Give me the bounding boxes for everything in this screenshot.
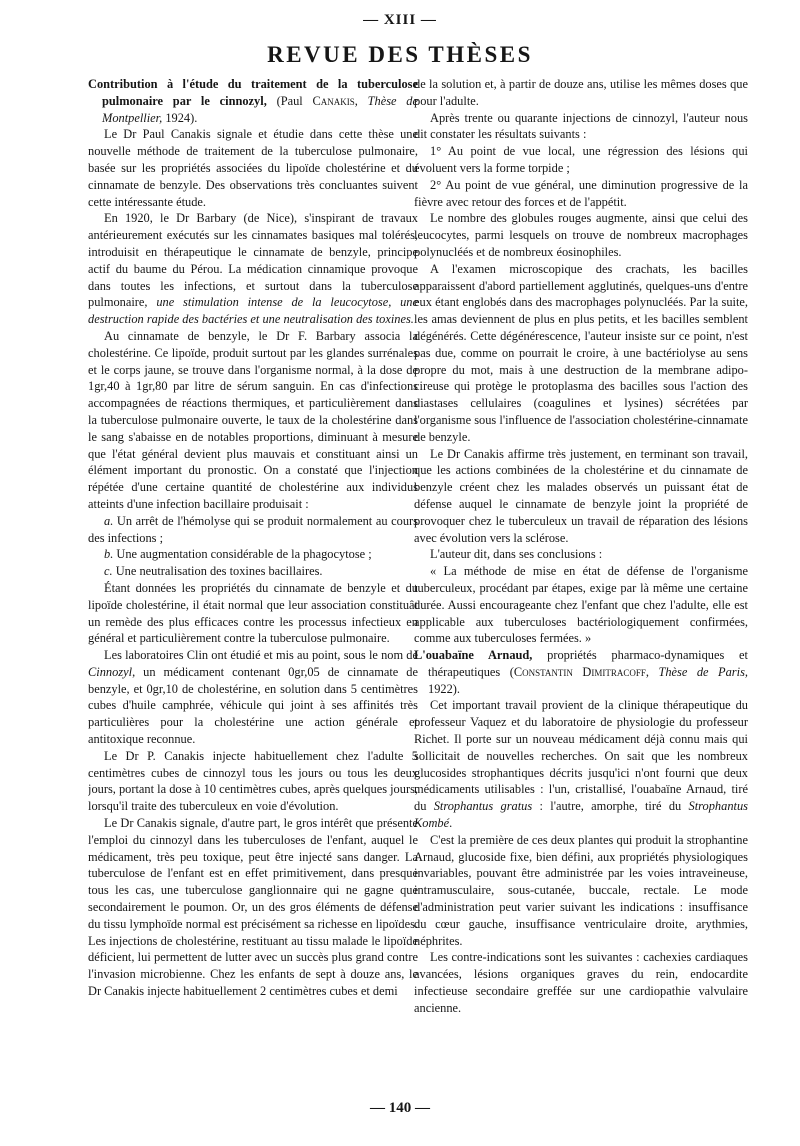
paragraph: Après trente ou quarante injections de cinnozyl, l'auteur nous dit constater les résultats suivants : (414, 110, 748, 142)
list-item (88, 546, 418, 563)
list-text: Un arrêt de l'hémolyse qui se produit normalement au cours des infections ; (88, 513, 418, 545)
paragraph: Le Dr Canakis signale, d'autre part, le gros intérêt que présente l'emploi du cinnozyl dans les tuberculoses de l'enfant, auquel le médicament, très peu toxique, peut être injecté sans danger. La tuberculose de l'enfant est en effet primitivement, dans presque tous les cas, une tuberculose ganglionnaire qui ne gagne que secondairement le poumon. Or, un des gros éléments de défense du tissu lymphoïde normal est précisément sa richesse en lipoïdes. Les injections de cholestérine, restituant au tissu malade le lipoïde déficient, lui permettent de lutter avec un succès plus grand contre l'invasion microbienne. Chez les enfants de sept à douze ans, le Dr Canakis injecte habituellement 2 centimètres cubes et demi (88, 816, 418, 999)
entry-author: Constantin Dimitracoff (513, 664, 646, 679)
entry-year: 1922). (428, 681, 461, 696)
list-text: Une neutralisation des toxines bacillaires. (112, 564, 323, 579)
entry-year: 1924). (162, 110, 198, 125)
paragraph-text: : l'autre, amorphe, tiré du (532, 799, 689, 814)
paragraph: Le nombre des globules rouges augmente, ainsi que celui des leucocytes, parmi lesquels on trouve de nombreux macrophages polynucléés et de nombreux éosinophiles. (414, 211, 748, 259)
paragraph: A l'examen microscopique des crachats, les bacilles apparaissent d'abord partiellement agglutinés, quelques-uns d'entre eux étant englobés dans des macrophages polynucléés. Par la suite, les amas deviennent de plus en plus petits, et les bacilles semblent dégénérés. Cette dégénérescence, l'auteur insiste sur ce point, n'est pas due, comme on pourrait le croire, à une bactériolyse au sens propre du mot, mais à une destruction de la membrane adipo-cireuse qui protège le protoplasma des bacilles sous l'action des diastases cellulaires (coagulines et lysines) sécrétées par l'organisme sous l'influence de l'association cholestérine-cinnamate de benzyle. (414, 261, 748, 444)
right-column (414, 76, 748, 1096)
list-label: a. (104, 513, 114, 528)
paragraph: Au cinnamate de benzyle, le Dr F. Barbary associa la cholestérine. Ce lipoïde, produit surtout par les glandes surrénales et le corps jaune, se trouve dans l'organisme normal, à la dose de 1gr,40 à 1gr,80 par litre de sérum sanguin. En cas d'infections accompagnées de réactions thermiques, et particulièrement dans la tuberculose pulmonaire ouverte, le taux de la cholestérine dans le sang s'abaisse en de notables proportions, diminuant à mesure que l'état général devient plus mauvais et constituant ainsi un élément important du pronostic. On a constaté que l'injection répétée d'une certaine quantité de cholestérine aux individus atteints d'une infection bacillaire produisait : (88, 328, 418, 511)
paragraph: Le Dr P. Canakis injecte habituellement chez l'adulte 5 centimètres cubes de cinnozyl tous les jours ou tous les deux jours, portant la dose à 10 centimètres cubes, après quelques jours, lorsqu'il traite des tuberculeux en voie d'évolution. (88, 748, 418, 814)
paragraph (414, 697, 748, 831)
list-label: b. (104, 547, 114, 562)
entry-thesis: Thèse de Paris, (658, 664, 748, 679)
paragraph (88, 647, 418, 748)
entry-separator: , (354, 93, 368, 108)
paragraph: Les contre-indications sont les suivantes : cachexies cardiaques avancées, lésions organiques graves du rein, endocardite infectieuse secondaire greffée sur une cardiopathie valvulaire ancienne. (414, 950, 748, 1015)
entry-author-prefix: (Paul (276, 93, 313, 108)
paragraph-text: Les laboratoires Clin ont étudié et mis au point, sous le nom de (104, 648, 418, 663)
paragraph-text: Cet important travail provient de la clinique thérapeutique du professeur Vaquez et du laboratoire de physiologie du professeur Richet. Il porte sur un nouveau médicament déjà connu mais qui sollicitait de nouvelles recherches. On sait que les nombreux glucosides strophantiques décrits jusqu'ici n'ont fourni que deux médicaments utilisables : l'un, cristallisé, l'ouabaïne Arnaud, tiré du (414, 698, 748, 814)
page-number-roman: — XIII — (363, 12, 437, 28)
list-text: Une augmentation considérable de la phagocytose ; (113, 547, 372, 562)
paragraph-italic: une stimulation intense de la leucocytose, une destruction rapide des bactéries et une neutralisation des toxines. (88, 295, 418, 327)
thesis-entry-heading (414, 647, 748, 697)
paragraph-text: . (449, 816, 453, 831)
entry-thesis: Thèse de Montpellier, (102, 93, 418, 125)
paragraph-continuation: de la solution et, à partir de douze ans, utilise les mêmes doses que pour l'adulte. (414, 77, 748, 108)
entry-title: L'ouabaïne Arnaud, (414, 648, 533, 663)
list-item (88, 513, 418, 547)
paragraph-italic: Strophantus gratus (433, 799, 533, 814)
paragraph-text: En 1920, le Dr Barbary (de Nice), s'inspirant de travaux antérieurement exécutés sur les cinnamates basiques mal tolérés, introduisit en thérapeutique le cinnamate de benzyle, principe actif du baume du Pérou. La médication cinnamique provoque dans toutes les infections, et surtout dans la tuberculose pulmonaire, (88, 211, 418, 310)
paragraph: Le Dr Paul Canakis signale et étudie dans cette thèse une nouvelle méthode de traitement de la tuberculose pulmonaire, basée sur les propriétés associées du lipoïde cholestérine et du cinnamate de benzyle. Des observations très concluantes suivent cette intéressante étude. (88, 127, 418, 209)
paragraph: Le Dr Canakis affirme très justement, en terminant son travail, que les actions combinées de la cholestérine et du cinnamate de benzyle créent chez les malades observés un puissant état de défense auquel le cinnamate de benzyle joint la propriété de provoquer chez le tuberculeux un travail de réparation des lésions avec évolution vers la sclérose. (414, 446, 748, 545)
page-number: — 140 — (370, 1100, 430, 1116)
result-item: 2° Au point de vue général, une diminution progressive de la fièvre avec retour des forces et de l'appétit. (414, 177, 748, 209)
paragraph: L'auteur dit, dans ses conclusions : (430, 547, 603, 562)
paragraph: C'est la première de ces deux plantes qui produit la strophantine Arnaud, glucoside fixe, bien défini, aux propriétés physiologiques invariables, pouvant être administrée par les voies intraveineuse, intramusculaire, sous-cutanée, buccale, rectale. Le mode d'administration peut varier suivant les indications : insuffisance du cœur gauche, insuffisance ventriculaire droite, arythmies, néphrites. (414, 832, 748, 948)
quotation: « La méthode de mise en état de défense de l'organisme tuberculeux, procédant par étapes, exige par là même une certaine durée. Aussi encourageante chez l'enfant que chez l'adulte, elle est applicable aux tuberculoses bactériologiquement confirmées, comme aux tuberculoses fermées. » (414, 564, 748, 646)
entry-author: Canakis (312, 93, 355, 108)
paragraph (88, 210, 418, 328)
paragraph-italic: Strophantus Kombé (414, 799, 748, 831)
entry-title: Contribution à l'étude du traitement de la tuberculose pulmonaire par le cinnozyl, (88, 77, 418, 108)
entry-separator: , (645, 664, 659, 679)
list-item (88, 563, 418, 580)
paragraph: Étant données les propriétés du cinnamate de benzyle et du lipoïde cholestérine, il était normal que leur association constituât un remède des plus efficaces contre les processus infectieux en général et particulièrement contre la tuberculose pulmonaire. (88, 580, 418, 646)
list-label: c. (104, 564, 113, 579)
left-column (88, 76, 418, 1096)
result-item: 1° Au point de vue local, une régression des lésions qui évoluent vers la forme torpide ; (414, 144, 748, 175)
page-title: REVUE DES THÈSES (267, 42, 533, 67)
entry-description: propriétés pharmaco-dynamiques et thérapeutiques ( (428, 648, 748, 679)
paragraph-text: , un médicament contenant 0gr,05 de cinnamate de benzyle, et 0gr,10 de cholestérine, en solution dans 5 centimètres cubes d'huile camphrée, véhicule qui joint à ses affinités très particulières pour la cholestérine une action générale et antitoxique reconnue. (88, 664, 418, 747)
thesis-entry-heading (88, 76, 418, 126)
paragraph-italic: Cinnozyl (88, 664, 133, 679)
